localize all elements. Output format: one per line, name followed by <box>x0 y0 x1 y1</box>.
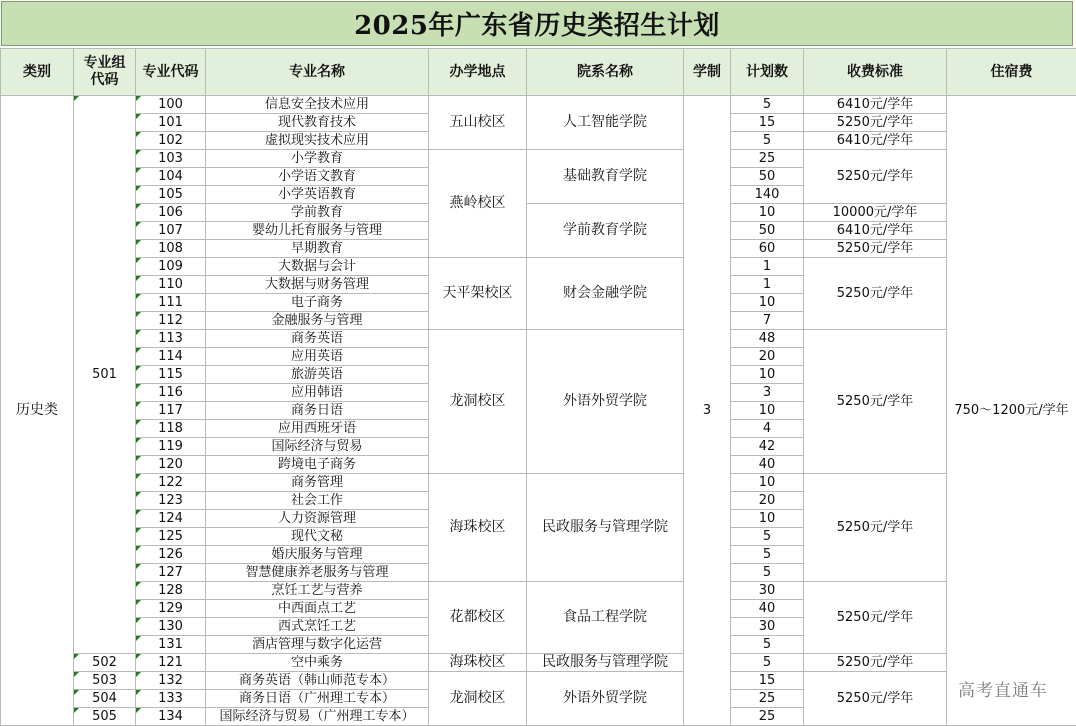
major-code-cell[interactable]: 123 <box>136 492 206 510</box>
major-code-cell[interactable]: 111 <box>136 294 206 312</box>
major-code-cell[interactable]: 129 <box>136 600 206 618</box>
major-code-cell[interactable]: 121 <box>136 654 206 672</box>
group-code-cell[interactable]: 501 <box>74 96 136 654</box>
major-code-cell[interactable]: 100 <box>136 96 206 114</box>
campus-cell[interactable]: 五山校区 <box>429 96 527 150</box>
major-code-cell[interactable]: 127 <box>136 564 206 582</box>
major-code-cell[interactable]: 130 <box>136 618 206 636</box>
plan-count-cell[interactable]: 10 <box>731 294 804 312</box>
table-row <box>1 582 1076 600</box>
major-name-cell[interactable]: 小学语文教育 <box>206 168 429 186</box>
table-row <box>1 672 1076 690</box>
plan-count-cell[interactable]: 20 <box>731 492 804 510</box>
major-name-cell[interactable]: 商务英语（韩山师范专本） <box>206 672 429 690</box>
major-code-cell[interactable]: 102 <box>136 132 206 150</box>
table-row <box>1 150 1076 168</box>
plan-count-cell[interactable]: 5 <box>731 564 804 582</box>
tuition-cell[interactable]: 5250元/学年 <box>804 654 947 672</box>
tuition-cell[interactable]: 5250元/学年 <box>804 330 947 474</box>
category-cell[interactable]: 历史类 <box>1 96 74 726</box>
major-name-cell[interactable]: 小学教育 <box>206 150 429 168</box>
major-name-cell[interactable]: 婴幼儿托育服务与管理 <box>206 222 429 240</box>
header-cell: 类别 <box>1 49 74 96</box>
major-code-cell[interactable]: 125 <box>136 528 206 546</box>
plan-count-cell[interactable]: 10 <box>731 474 804 492</box>
header-cell: 办学地点 <box>429 49 527 96</box>
enrollment-table <box>0 48 1076 726</box>
tuition-cell[interactable]: 6410元/学年 <box>804 96 947 114</box>
major-code-cell[interactable]: 128 <box>136 582 206 600</box>
major-code-cell[interactable]: 118 <box>136 420 206 438</box>
plan-count-cell[interactable]: 10 <box>731 510 804 528</box>
major-name-cell[interactable]: 商务日语（广州理工专本） <box>206 690 429 708</box>
major-name-cell[interactable]: 商务英语 <box>206 330 429 348</box>
major-code-cell[interactable]: 126 <box>136 546 206 564</box>
campus-cell[interactable]: 海珠校区 <box>429 654 527 672</box>
plan-count-cell[interactable]: 10 <box>731 366 804 384</box>
major-code-cell[interactable]: 120 <box>136 456 206 474</box>
group-code-cell[interactable]: 505 <box>74 708 136 726</box>
sheet-title: 2025年广东省历史类招生计划 <box>1 1 1073 46</box>
header-cell: 专业代码 <box>136 49 206 96</box>
major-name-cell[interactable]: 跨境电子商务 <box>206 456 429 474</box>
plan-count-cell[interactable]: 50 <box>731 168 804 186</box>
major-name-cell[interactable]: 应用西班牙语 <box>206 420 429 438</box>
major-code-cell[interactable]: 116 <box>136 384 206 402</box>
group-code-cell[interactable]: 502 <box>74 654 136 672</box>
major-code-cell[interactable]: 114 <box>136 348 206 366</box>
major-name-cell[interactable]: 虚拟现实技术应用 <box>206 132 429 150</box>
plan-count-cell[interactable]: 48 <box>731 330 804 348</box>
department-cell[interactable]: 人工智能学院 <box>527 96 684 150</box>
plan-count-cell[interactable]: 4 <box>731 420 804 438</box>
header-cell: 计划数 <box>731 49 804 96</box>
table-row <box>1 258 1076 276</box>
table-row <box>1 330 1076 348</box>
department-cell[interactable]: 财会金融学院 <box>527 258 684 330</box>
plan-count-cell[interactable]: 5 <box>731 528 804 546</box>
major-name-cell[interactable]: 应用韩语 <box>206 384 429 402</box>
tuition-cell[interactable]: 5250元/学年 <box>804 150 947 204</box>
plan-count-cell[interactable]: 25 <box>731 150 804 168</box>
major-name-cell[interactable]: 智慧健康养老服务与管理 <box>206 564 429 582</box>
accommodation-cell[interactable]: 750～1200元/学年 <box>947 96 1076 726</box>
major-name-cell[interactable]: 现代文秘 <box>206 528 429 546</box>
tuition-cell[interactable]: 5250元/学年 <box>804 474 947 582</box>
major-code-cell[interactable]: 122 <box>136 474 206 492</box>
header-cell: 住宿费 <box>947 49 1076 96</box>
major-code-cell[interactable]: 134 <box>136 708 206 726</box>
department-cell[interactable]: 民政服务与管理学院 <box>527 654 684 672</box>
campus-cell[interactable]: 天平架校区 <box>429 258 527 330</box>
plan-count-cell[interactable]: 10 <box>731 204 804 222</box>
watermark: 高考直通车 <box>958 681 1048 701</box>
major-name-cell[interactable]: 金融服务与管理 <box>206 312 429 330</box>
campus-cell[interactable]: 龙洞校区 <box>429 672 527 726</box>
campus-cell[interactable]: 龙洞校区 <box>429 330 527 474</box>
plan-count-cell[interactable]: 5 <box>731 654 804 672</box>
major-code-cell[interactable]: 109 <box>136 258 206 276</box>
department-cell[interactable]: 学前教育学院 <box>527 204 684 258</box>
department-cell[interactable]: 外语外贸学院 <box>527 672 684 726</box>
campus-cell[interactable]: 燕岭校区 <box>429 150 527 258</box>
major-name-cell[interactable]: 大数据与会计 <box>206 258 429 276</box>
campus-cell[interactable]: 花都校区 <box>429 582 527 654</box>
plan-count-cell[interactable]: 140 <box>731 186 804 204</box>
major-name-cell[interactable]: 酒店管理与数字化运营 <box>206 636 429 654</box>
major-name-cell[interactable]: 西式烹饪工艺 <box>206 618 429 636</box>
plan-count-cell[interactable]: 40 <box>731 456 804 474</box>
plan-count-cell[interactable]: 15 <box>731 114 804 132</box>
plan-count-cell[interactable]: 20 <box>731 348 804 366</box>
major-name-cell[interactable]: 国际经济与贸易 <box>206 438 429 456</box>
tuition-cell[interactable]: 10000元/学年 <box>804 204 947 222</box>
header-row <box>1 49 1076 96</box>
header-cell: 专业组代码 <box>74 49 136 96</box>
plan-count-cell[interactable]: 25 <box>731 690 804 708</box>
table-row <box>1 204 1076 222</box>
major-code-cell[interactable]: 110 <box>136 276 206 294</box>
plan-count-cell[interactable]: 3 <box>731 384 804 402</box>
plan-count-cell[interactable]: 5 <box>731 96 804 114</box>
table-row <box>1 654 1076 672</box>
plan-count-cell[interactable]: 42 <box>731 438 804 456</box>
major-name-cell[interactable]: 电子商务 <box>206 294 429 312</box>
table-body <box>1 96 1076 726</box>
header-cell: 专业名称 <box>206 49 429 96</box>
major-code-cell[interactable]: 104 <box>136 168 206 186</box>
header-cell: 学制 <box>684 49 731 96</box>
major-code-cell[interactable]: 107 <box>136 222 206 240</box>
plan-count-cell[interactable]: 25 <box>731 708 804 726</box>
major-code-cell[interactable]: 124 <box>136 510 206 528</box>
major-code-cell[interactable]: 101 <box>136 114 206 132</box>
header-cell: 院系名称 <box>527 49 684 96</box>
major-code-cell[interactable]: 132 <box>136 672 206 690</box>
major-name-cell[interactable]: 小学英语教育 <box>206 186 429 204</box>
plan-count-cell[interactable]: 15 <box>731 672 804 690</box>
major-name-cell[interactable]: 社会工作 <box>206 492 429 510</box>
department-cell[interactable]: 食品工程学院 <box>527 582 684 654</box>
major-name-cell[interactable]: 人力资源管理 <box>206 510 429 528</box>
plan-count-cell[interactable]: 30 <box>731 618 804 636</box>
major-code-cell[interactable]: 133 <box>136 690 206 708</box>
major-code-cell[interactable]: 108 <box>136 240 206 258</box>
plan-count-cell[interactable]: 5 <box>731 546 804 564</box>
plan-count-cell[interactable]: 10 <box>731 402 804 420</box>
table-row <box>1 474 1076 492</box>
major-name-cell[interactable]: 婚庆服务与管理 <box>206 546 429 564</box>
major-name-cell[interactable]: 中西面点工艺 <box>206 600 429 618</box>
major-name-cell[interactable]: 商务管理 <box>206 474 429 492</box>
tuition-cell[interactable]: 6410元/学年 <box>804 222 947 240</box>
major-name-cell[interactable]: 旅游英语 <box>206 366 429 384</box>
tuition-cell[interactable]: 5250元/学年 <box>804 240 947 258</box>
major-name-cell[interactable]: 早期教育 <box>206 240 429 258</box>
major-code-cell[interactable]: 103 <box>136 150 206 168</box>
header-cell: 收费标准 <box>804 49 947 96</box>
plan-count-cell[interactable]: 60 <box>731 240 804 258</box>
major-code-cell[interactable]: 131 <box>136 636 206 654</box>
plan-count-cell[interactable]: 50 <box>731 222 804 240</box>
tuition-cell[interactable]: 5250元/学年 <box>804 258 947 330</box>
plan-count-cell[interactable]: 7 <box>731 312 804 330</box>
campus-cell[interactable]: 海珠校区 <box>429 474 527 582</box>
plan-count-cell[interactable]: 1 <box>731 276 804 294</box>
major-code-cell[interactable]: 113 <box>136 330 206 348</box>
major-name-cell[interactable]: 国际经济与贸易（广州理工专本） <box>206 708 429 726</box>
major-code-cell[interactable]: 115 <box>136 366 206 384</box>
major-name-cell[interactable]: 信息安全技术应用 <box>206 96 429 114</box>
department-cell[interactable]: 民政服务与管理学院 <box>527 474 684 582</box>
plan-count-cell[interactable]: 5 <box>731 132 804 150</box>
major-code-cell[interactable]: 106 <box>136 204 206 222</box>
major-name-cell[interactable]: 现代教育技术 <box>206 114 429 132</box>
tuition-cell[interactable]: 5250元/学年 <box>804 114 947 132</box>
tuition-cell[interactable]: 5250元/学年 <box>804 582 947 654</box>
major-code-cell[interactable]: 117 <box>136 402 206 420</box>
major-name-cell[interactable]: 商务日语 <box>206 402 429 420</box>
major-code-cell[interactable]: 119 <box>136 438 206 456</box>
plan-count-cell[interactable]: 30 <box>731 582 804 600</box>
plan-count-cell[interactable]: 5 <box>731 636 804 654</box>
major-name-cell[interactable]: 学前教育 <box>206 204 429 222</box>
table-row <box>1 96 1076 114</box>
plan-count-cell[interactable]: 40 <box>731 600 804 618</box>
major-code-cell[interactable]: 112 <box>136 312 206 330</box>
plan-count-cell[interactable]: 1 <box>731 258 804 276</box>
major-code-cell[interactable]: 105 <box>136 186 206 204</box>
tuition-cell[interactable]: 5250元/学年 <box>804 672 947 726</box>
major-name-cell[interactable]: 大数据与财务管理 <box>206 276 429 294</box>
department-cell[interactable]: 外语外贸学院 <box>527 330 684 474</box>
duration-cell[interactable]: 3 <box>684 96 731 726</box>
department-cell[interactable]: 基础教育学院 <box>527 150 684 204</box>
group-code-cell[interactable]: 504 <box>74 690 136 708</box>
tuition-cell[interactable]: 6410元/学年 <box>804 132 947 150</box>
major-name-cell[interactable]: 烹饪工艺与营养 <box>206 582 429 600</box>
group-code-cell[interactable]: 503 <box>74 672 136 690</box>
major-name-cell[interactable]: 应用英语 <box>206 348 429 366</box>
major-name-cell[interactable]: 空中乘务 <box>206 654 429 672</box>
